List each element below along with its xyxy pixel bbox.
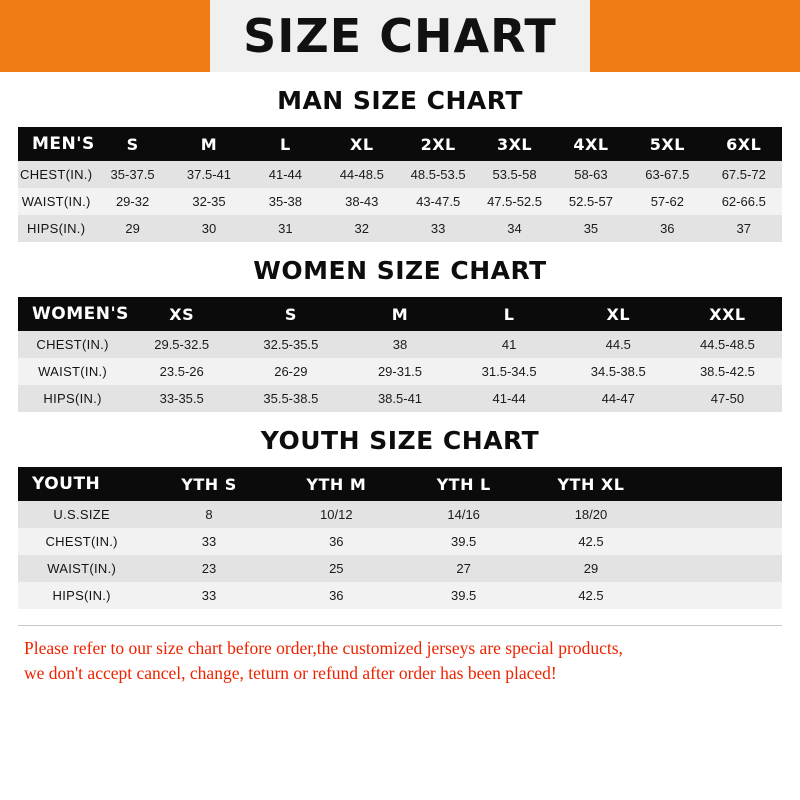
cell: 42.5 — [527, 582, 654, 609]
section-title-women: WOMEN SIZE CHART — [253, 256, 547, 285]
cell: 38-43 — [324, 188, 400, 215]
cell: 62-66.5 — [706, 188, 782, 215]
table-row — [18, 215, 782, 242]
cell — [655, 582, 782, 609]
cell: 30 — [171, 215, 247, 242]
youth-size-table — [18, 467, 782, 609]
cell: 44.5 — [564, 331, 673, 358]
col-header-s: S — [236, 297, 345, 331]
col-header-m: M — [345, 297, 454, 331]
cell: 33 — [145, 582, 272, 609]
men-size-table — [18, 127, 782, 242]
cell: 29.5-32.5 — [127, 331, 236, 358]
footer-line-1: Please refer to our size chart before order,the customized jerseys are special products, — [24, 638, 623, 658]
table-header-row — [18, 467, 782, 501]
table-row — [18, 582, 782, 609]
cell: 39.5 — [400, 528, 527, 555]
cell: 35 — [553, 215, 629, 242]
cell: 41-44 — [455, 385, 564, 412]
col-header-l: L — [247, 127, 323, 161]
women-size-table — [18, 297, 782, 412]
cell: 35-38 — [247, 188, 323, 215]
cell — [655, 528, 782, 555]
cell: 58-63 — [553, 161, 629, 188]
cell: 34 — [476, 215, 552, 242]
cell: 38 — [345, 331, 454, 358]
row-label-hips: HIPS(IN.) — [18, 215, 94, 242]
cell: 32.5-35.5 — [236, 331, 345, 358]
col-header-label: YOUTH — [18, 467, 145, 501]
cell: 57-62 — [629, 188, 705, 215]
table-header-row — [18, 127, 782, 161]
cell: 32 — [324, 215, 400, 242]
cell: 53.5-58 — [476, 161, 552, 188]
cell — [655, 501, 782, 528]
col-header-3xl: 3XL — [476, 127, 552, 161]
col-header-yth-xl: YTH XL — [527, 467, 654, 501]
col-header-xs: XS — [127, 297, 236, 331]
cell: 41 — [455, 331, 564, 358]
row-label-waist: WAIST(IN.) — [18, 188, 94, 215]
page-title: SIZE CHART — [243, 9, 557, 63]
cell: 36 — [273, 582, 400, 609]
cell: 44-47 — [564, 385, 673, 412]
row-label-us-size: U.S.SIZE — [18, 501, 145, 528]
cell: 47.5-52.5 — [476, 188, 552, 215]
cell: 33-35.5 — [127, 385, 236, 412]
cell: 33 — [400, 215, 476, 242]
cell: 52.5-57 — [553, 188, 629, 215]
cell: 35-37.5 — [94, 161, 170, 188]
row-label-waist: WAIST(IN.) — [18, 358, 127, 385]
row-label-waist: WAIST(IN.) — [18, 555, 145, 582]
section-title-youth: YOUTH SIZE CHART — [260, 426, 540, 455]
cell: 38.5-41 — [345, 385, 454, 412]
col-header-2xl: 2XL — [400, 127, 476, 161]
row-label-chest: CHEST(IN.) — [18, 161, 94, 188]
cell: 36 — [273, 528, 400, 555]
col-header-label: WOMEN'S — [18, 297, 127, 331]
cell: 63-67.5 — [629, 161, 705, 188]
row-label-chest: CHEST(IN.) — [18, 331, 127, 358]
cell: 32-35 — [171, 188, 247, 215]
cell: 23.5-26 — [127, 358, 236, 385]
cell: 31.5-34.5 — [455, 358, 564, 385]
row-label-chest: CHEST(IN.) — [18, 528, 145, 555]
col-header-yth-s: YTH S — [145, 467, 272, 501]
header-banner — [0, 0, 800, 72]
col-header-6xl: 6XL — [706, 127, 782, 161]
cell: 33 — [145, 528, 272, 555]
cell: 42.5 — [527, 528, 654, 555]
col-header-xl: XL — [324, 127, 400, 161]
cell: 35.5-38.5 — [236, 385, 345, 412]
cell: 29-32 — [94, 188, 170, 215]
content-area — [0, 86, 800, 687]
cell: 47-50 — [673, 385, 782, 412]
footer-disclaimer — [18, 625, 782, 687]
col-header-empty — [655, 467, 782, 501]
cell: 36 — [629, 215, 705, 242]
col-header-5xl: 5XL — [629, 127, 705, 161]
cell: 44-48.5 — [324, 161, 400, 188]
cell: 41-44 — [247, 161, 323, 188]
col-header-xxl: XXL — [673, 297, 782, 331]
cell: 10/12 — [273, 501, 400, 528]
cell — [655, 555, 782, 582]
cell: 18/20 — [527, 501, 654, 528]
cell: 14/16 — [400, 501, 527, 528]
col-header-l: L — [455, 297, 564, 331]
cell: 25 — [273, 555, 400, 582]
cell: 48.5-53.5 — [400, 161, 476, 188]
table-row — [18, 188, 782, 215]
table-row — [18, 501, 782, 528]
cell: 38.5-42.5 — [673, 358, 782, 385]
cell: 37 — [706, 215, 782, 242]
cell: 31 — [247, 215, 323, 242]
cell: 23 — [145, 555, 272, 582]
col-header-xl: XL — [564, 297, 673, 331]
cell: 29 — [527, 555, 654, 582]
table-header-row — [18, 297, 782, 331]
col-header-s: S — [94, 127, 170, 161]
section-men — [18, 86, 782, 242]
col-header-yth-l: YTH L — [400, 467, 527, 501]
cell: 29-31.5 — [345, 358, 454, 385]
table-row — [18, 358, 782, 385]
section-title-men: MAN SIZE CHART — [277, 86, 523, 115]
cell: 44.5-48.5 — [673, 331, 782, 358]
cell: 37.5-41 — [171, 161, 247, 188]
table-row — [18, 528, 782, 555]
table-row — [18, 161, 782, 188]
cell: 67.5-72 — [706, 161, 782, 188]
footer-line-2: we don't accept cancel, change, teturn or refund after order has been placed! — [24, 663, 557, 684]
section-youth — [18, 426, 782, 609]
cell: 26-29 — [236, 358, 345, 385]
row-label-hips: HIPS(IN.) — [18, 385, 127, 412]
col-header-label: MEN'S — [18, 127, 94, 161]
section-women — [18, 256, 782, 412]
row-label-hips: HIPS(IN.) — [18, 582, 145, 609]
table-row — [18, 331, 782, 358]
table-row — [18, 555, 782, 582]
cell: 39.5 — [400, 582, 527, 609]
col-header-m: M — [171, 127, 247, 161]
cell: 8 — [145, 501, 272, 528]
cell: 34.5-38.5 — [564, 358, 673, 385]
cell: 43-47.5 — [400, 188, 476, 215]
table-row — [18, 385, 782, 412]
col-header-yth-m: YTH M — [273, 467, 400, 501]
col-header-4xl: 4XL — [553, 127, 629, 161]
cell: 29 — [94, 215, 170, 242]
cell: 27 — [400, 555, 527, 582]
